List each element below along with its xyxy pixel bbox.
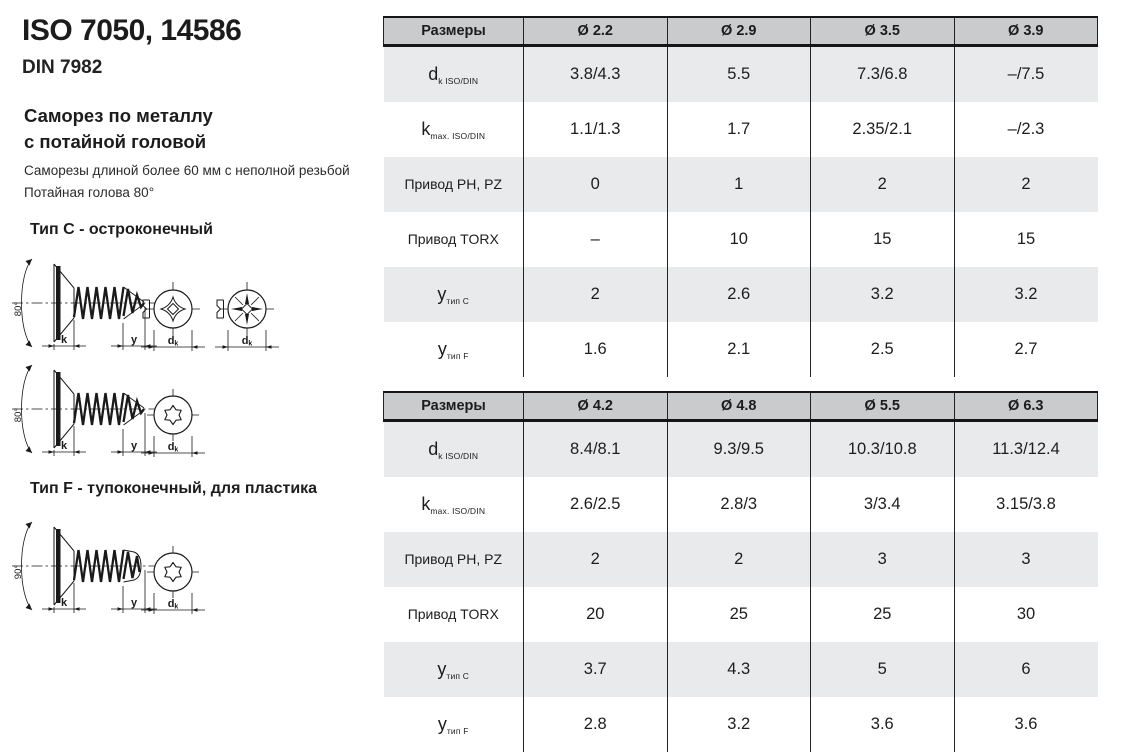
- spec-cell: 3.2: [954, 267, 1098, 322]
- header-cell-diameter: Ø 4.2: [524, 392, 668, 421]
- table-row-dk: [384, 421, 1098, 478]
- row-label: Привод TORX: [407, 606, 499, 622]
- spec-cell: 1.6: [524, 322, 668, 377]
- spec-cell: 1.1/1.3: [524, 102, 668, 157]
- angle-label-type-c-1: 80°: [13, 301, 24, 317]
- spec-cell: 3: [954, 532, 1098, 587]
- row-label: Привод PH, PZ: [404, 551, 503, 567]
- spec-cell: 3.2: [667, 697, 811, 752]
- type-f-heading: Тип F - тупоконечный, для пластика: [30, 480, 318, 497]
- spec-table-small-diameters: [383, 16, 1098, 377]
- spec-cell: 15: [811, 212, 955, 267]
- spec-cell: 2: [811, 157, 955, 212]
- spec-cell: 2: [524, 267, 668, 322]
- torx-head-group-c: [141, 389, 205, 457]
- header-cell-diameter: Ø 5.5: [811, 392, 955, 421]
- spec-cell: 2.5: [811, 322, 955, 377]
- row-label: Привод PH, PZ: [404, 176, 503, 192]
- spec-cell: 11.3/12.4: [954, 421, 1098, 478]
- row-label: Привод TORX: [407, 231, 499, 247]
- table-row-y-type-f: [384, 322, 1098, 377]
- spec-cell: 3.6: [954, 697, 1098, 752]
- pz-head-group: [215, 282, 279, 351]
- spec-cell: 2: [667, 532, 811, 587]
- table-row-drive-ph-pz: [384, 157, 1098, 212]
- spec-cell: 10: [667, 212, 811, 267]
- din-standard-label: DIN 7982: [22, 57, 103, 78]
- spec-cell: 9.3/9.5: [667, 421, 811, 478]
- header-cell-diameter: Ø 3.9: [954, 17, 1098, 46]
- row-label: $y_{тип F}$: [437, 338, 469, 361]
- spec-cell: 2.35/2.1: [811, 102, 955, 157]
- row-label: $y_{тип C}$: [437, 658, 470, 681]
- table-row-y-type-f: [384, 697, 1098, 752]
- spec-cell: 8.4/8.1: [524, 421, 668, 478]
- table-row-y-type-c: [384, 267, 1098, 322]
- spec-cell: 15: [954, 212, 1098, 267]
- spec-cell: 3.15/3.8: [954, 477, 1098, 532]
- spec-cell: 2.1: [667, 322, 811, 377]
- header-cell-diameter: Ø 3.5: [811, 17, 955, 46]
- product-name-line2: с потайной головой: [24, 131, 207, 153]
- spec-cell: 5.5: [667, 46, 811, 103]
- product-name: [24, 103, 213, 156]
- spec-cell: 1.7: [667, 102, 811, 157]
- type-c-screw-1: [12, 259, 158, 350]
- spec-cell: 3.6: [811, 697, 955, 752]
- header-cell-sizes: Размеры: [384, 17, 524, 46]
- spec-cell: 2: [524, 532, 668, 587]
- header-cell-diameter: Ø 6.3: [954, 392, 1098, 421]
- table-row-dk: [384, 46, 1098, 103]
- spec-cell: 2.8/3: [667, 477, 811, 532]
- table-row-kmax: [384, 477, 1098, 532]
- spec-cell: 0: [524, 157, 668, 212]
- product-name-line1: Саморез по металлу: [24, 105, 213, 126]
- spec-cell: 3.7: [524, 642, 668, 697]
- type-f-drawing: [10, 512, 310, 622]
- angle-label-type-c-2: 80°: [13, 407, 24, 423]
- header-cell-diameter: Ø 2.2: [524, 17, 668, 46]
- spec-cell: –/2.3: [954, 102, 1098, 157]
- table-row-y-type-c: [384, 642, 1098, 697]
- header-cell-diameter: Ø 2.9: [667, 17, 811, 46]
- spec-cell: 2: [954, 157, 1098, 212]
- angle-label-type-f: 90°: [13, 564, 24, 580]
- type-f-screw: [12, 522, 158, 613]
- spec-cell: 2.7: [954, 322, 1098, 377]
- spec-cell: 5: [811, 642, 955, 697]
- spec-cell: 1: [667, 157, 811, 212]
- table-row-drive-torx: [384, 212, 1098, 267]
- datasheet-page: ISO 7050, 14586 DIN 7982 Саморез по металлу с потайной головой Саморезы длиной более 60 мм с неполной резьбой Потайная голова 80° Тип C - остроконечный Тип F - тупоконечный, для пластика k y k 80° 80° 90° Размеры Ø 2.2 Ø 2.9 Ø 3.5 Ø 3.9 $d_{k ISO/DIN}$ 3.8/4.3 5.5 7.3/6.8 –/7.5 $k_{max. ISO/DIN}$ 1.1/1.3 1.7 2.35/2.1 –/2.3 Привод PH, PZ 0 1 2 2 Привод TORX – 10 15 15 $y_{тип C}$ 2 2.6 3.2 3.2 $y_{тип F}$ 1.6 2.1 2.5 2.7 Размеры Ø 4.2 Ø 4.8 Ø 5.5 Ø 6.3 $d_{k ISO/DIN}$ 8.4/8.1 9.3/9.5 10.3/10.8 11.3/12.4 $k_{max. ISO/DIN}$ 2.6/2.5 2.8/3 3/3.4 3.15/3.8 Привод PH, PZ 2 2 3 3 Привод TORX 20 25 25 30 $y_{тип C}$ 3.7 4.3 5 6 $y_{тип F}$ 2.8 3.2 3.6 3.6: [0, 0, 1133, 753]
- row-label: $k_{max. ISO/DIN}$: [421, 118, 486, 141]
- spec-cell: 3.2: [811, 267, 955, 322]
- spec-cell: –/7.5: [954, 46, 1098, 103]
- type-c-screw-2: [12, 365, 158, 456]
- table-header-row: [384, 17, 1098, 46]
- table-row-drive-torx: [384, 587, 1098, 642]
- row-label: $d_{k ISO/DIN}$: [428, 438, 479, 461]
- spec-cell: 2.8: [524, 697, 668, 752]
- table-row-kmax: [384, 102, 1098, 157]
- header-cell-diameter: Ø 4.8: [667, 392, 811, 421]
- product-notes: [24, 160, 350, 205]
- table-row-drive-ph-pz: [384, 532, 1098, 587]
- spec-cell: 25: [667, 587, 811, 642]
- note-line1: Саморезы длиной более 60 мм с неполной резьбой: [24, 163, 350, 178]
- spec-cell: 7.3/6.8: [811, 46, 955, 103]
- type-c-drawings: [10, 247, 310, 459]
- spec-cell: 3/3.4: [811, 477, 955, 532]
- ph-head-group: [141, 282, 205, 351]
- row-label: $y_{тип F}$: [437, 713, 469, 736]
- spec-cell: 4.3: [667, 642, 811, 697]
- spec-cell: 2.6: [667, 267, 811, 322]
- torx-head-group-f: [141, 546, 205, 614]
- spec-cell: 25: [811, 587, 955, 642]
- spec-cell: 30: [954, 587, 1098, 642]
- spec-cell: 3: [811, 532, 955, 587]
- spec-cell: 20: [524, 587, 668, 642]
- table-header-row: [384, 392, 1098, 421]
- header-cell-sizes: Размеры: [384, 392, 524, 421]
- spec-table-large-diameters: [383, 391, 1098, 752]
- spec-cell: –: [524, 212, 668, 267]
- note-line2: Потайная голова 80°: [24, 185, 155, 201]
- spec-cell: 10.3/10.8: [811, 421, 955, 478]
- row-label: $y_{тип C}$: [437, 283, 470, 306]
- page-title: ISO 7050, 14586: [22, 14, 242, 47]
- row-label: $d_{k ISO/DIN}$: [428, 63, 479, 86]
- spec-cell: 6: [954, 642, 1098, 697]
- spec-cell: 2.6/2.5: [524, 477, 668, 532]
- type-c-heading: Тип C - остроконечный: [30, 221, 213, 238]
- spec-cell: 3.8/4.3: [524, 46, 668, 103]
- row-label: $k_{max. ISO/DIN}$: [421, 493, 486, 516]
